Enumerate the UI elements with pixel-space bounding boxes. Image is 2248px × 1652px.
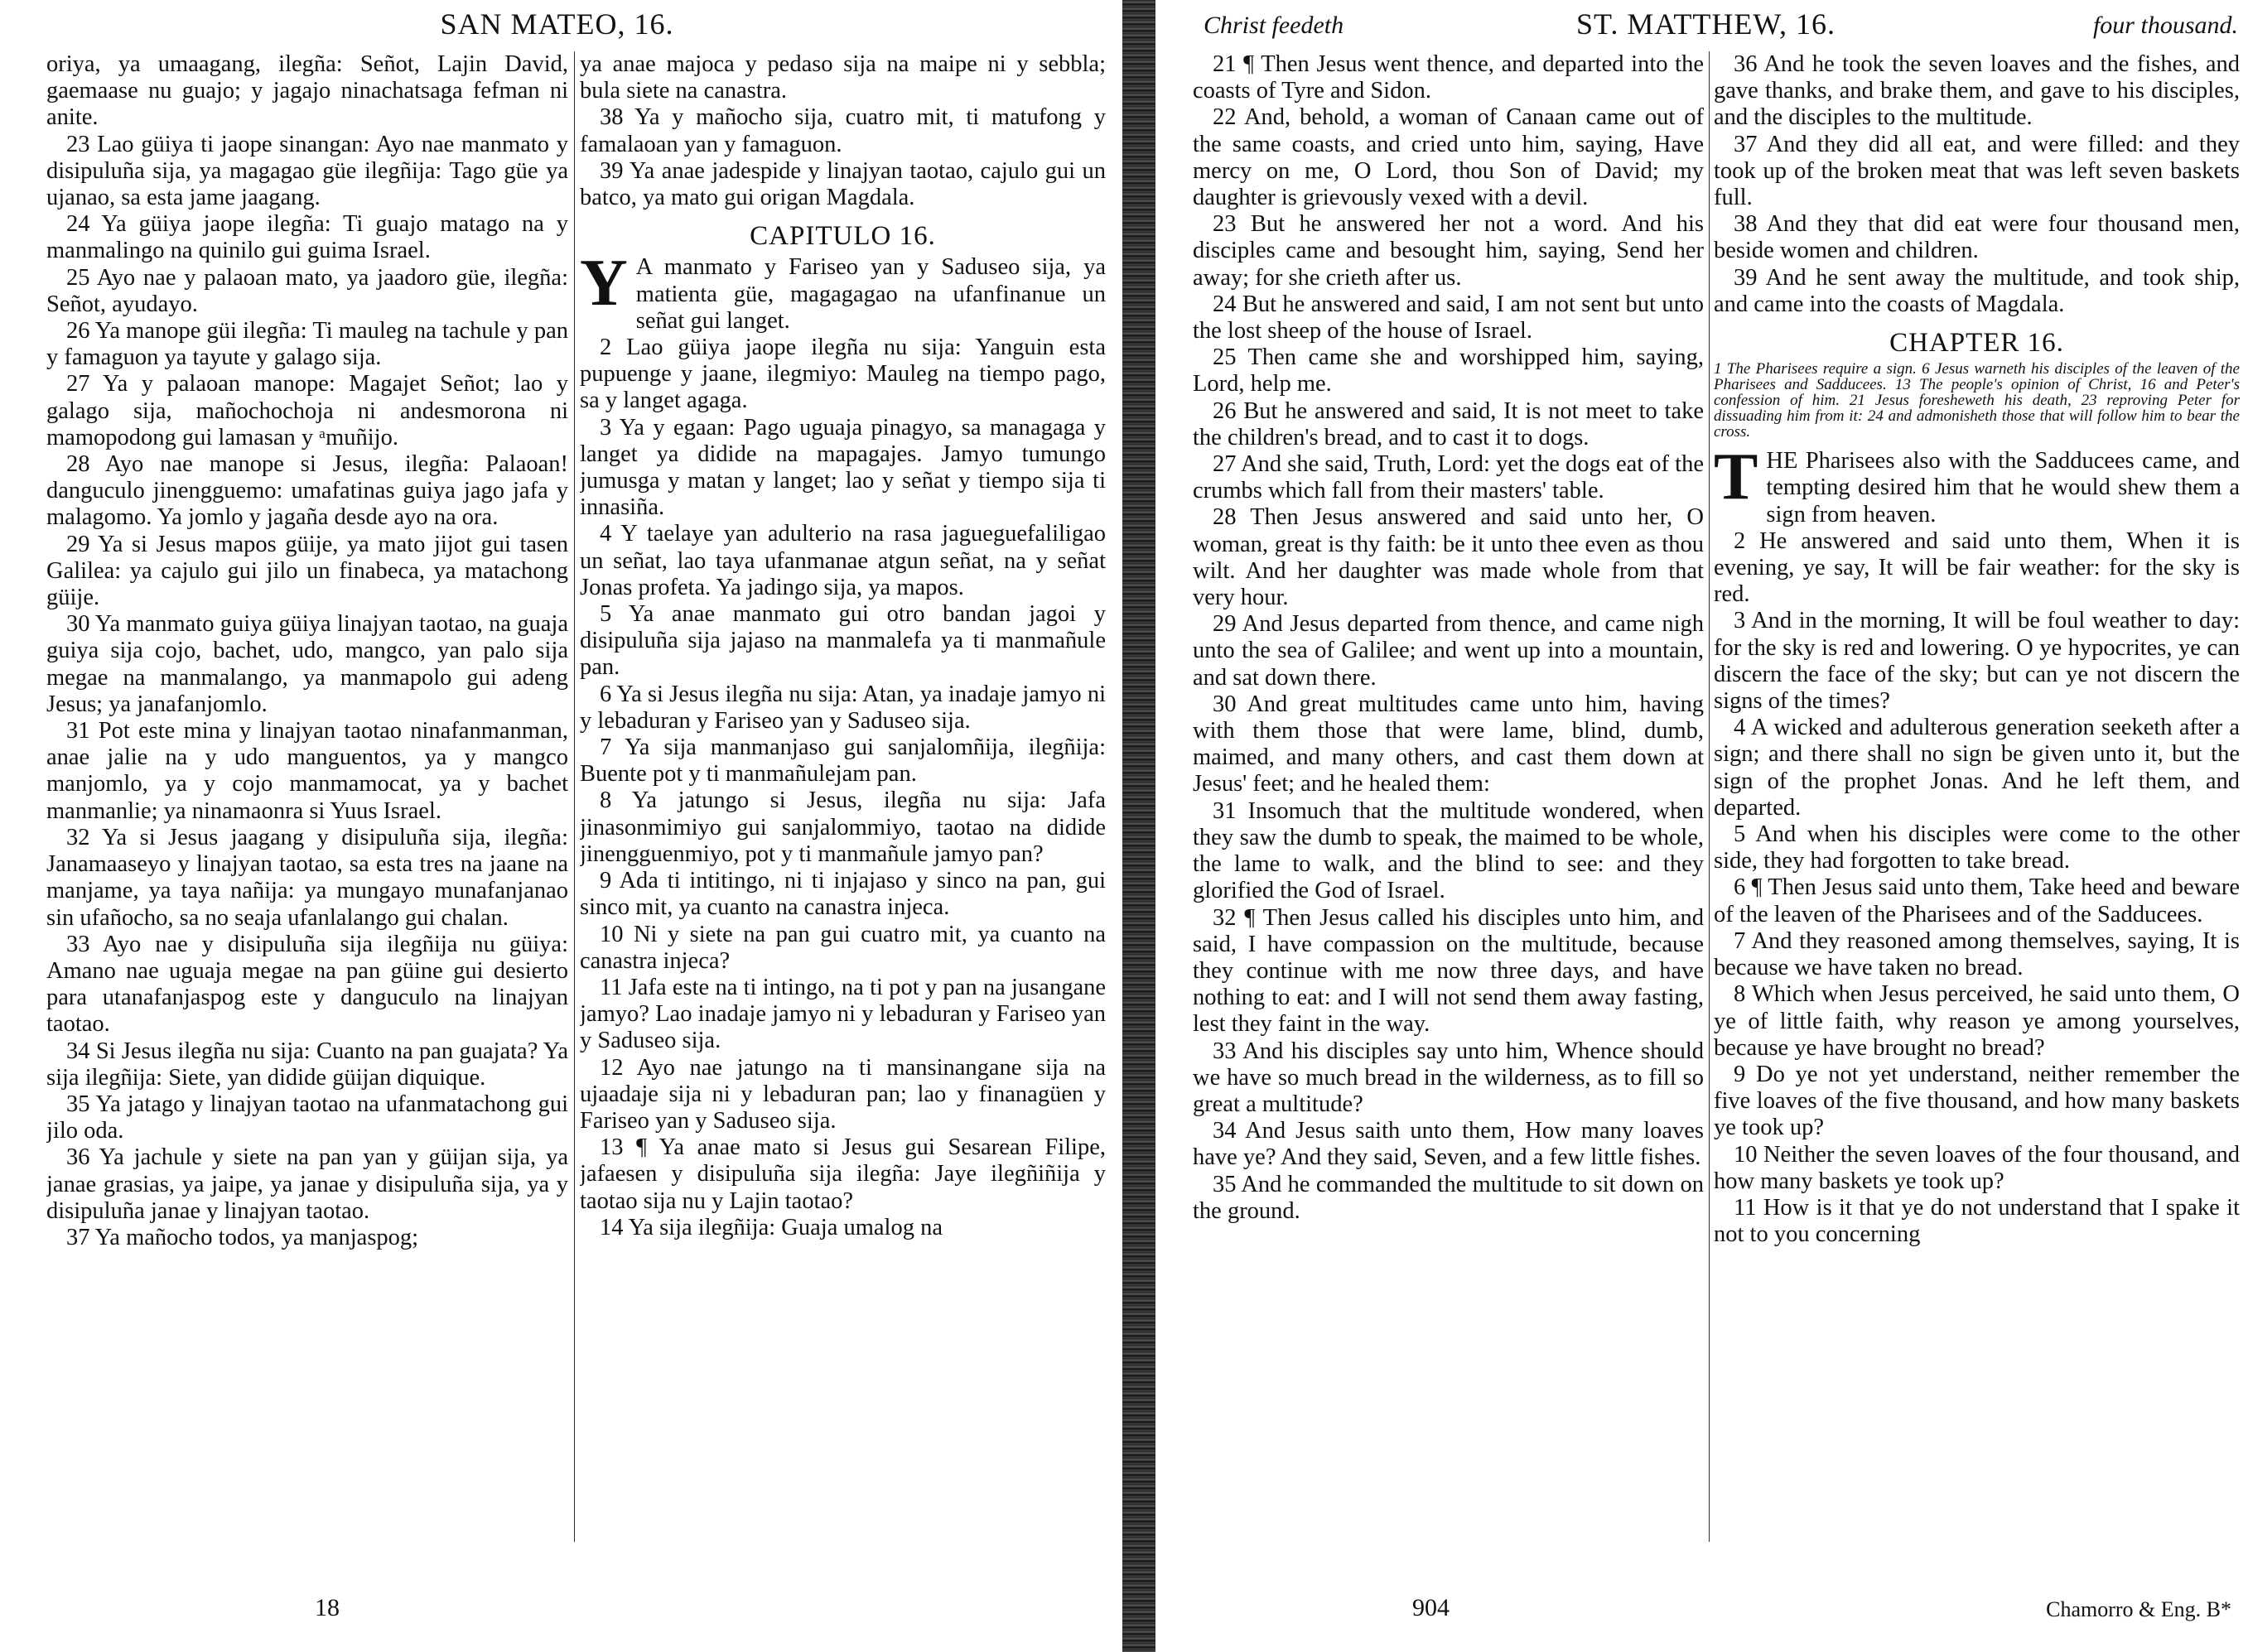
- chapter-summary: 1 The Pharisees require a sign. 6 Jesus warneth his disciples of the leaven of the Pharisees and Sadducees. 13 The people's opinion of Christ, 16 and Peter's confession of him. 21 Jesus foresheweth his death, 23 reproving Peter for dissuading him from it: 24 and admonisheth those that will follow him to bear the cross.: [1714, 360, 2240, 441]
- verse: 25 Ayo nae y palaoan mato, ya jaadoro güe, ilegña: Señot, ayudayo.: [46, 264, 568, 317]
- verse: 12 Ayo nae jatungo na ti mansinangane sija na ujaadaje sija ni y lebaduran pan; lao y finanagüen y Fariseo yan y Saduseo sija.: [580, 1054, 1106, 1134]
- first-verse: [1714, 441, 2240, 528]
- right-running-head: [1164, 7, 2248, 48]
- left-column-2: [580, 51, 1106, 1567]
- verse: ya anae majoca y pedaso sija na maipe ni y sebbla; bula siete na canastra.: [580, 51, 1106, 104]
- verse: 7 And they reasoned among themselves, saying, It is because we have taken no bread.: [1714, 927, 2240, 981]
- verse: 30 And great multitudes came unto him, having with them those that were lame, blind, dumb, maimed, and many others, and cast them down at Jesus' feet; and he healed them:: [1193, 691, 1704, 797]
- verse: 10 Neither the seven loaves of the four thousand, and how many baskets ye took up?: [1714, 1141, 2240, 1194]
- verse: 29 And Jesus departed from thence, and came nigh unto the sea of Galilee; and went up into a mountain, and sat down there.: [1193, 611, 1704, 691]
- verse: 24 But he answered and said, I am not sent but unto the lost sheep of the house of Israel.: [1193, 291, 1704, 344]
- verse: 33 Ayo nae y disipuluña sija ilegñija nu güiya: Amano nae uguaja megae na pan güine gui desierto para utanafanjaspog este y danguculo na linajyan taotao.: [46, 931, 568, 1038]
- verse: 5 And when his disciples were come to the other side, they had forgotten to take bread.: [1714, 821, 2240, 874]
- verse: 35 And he commanded the multitude to sit down on the ground.: [1193, 1171, 1704, 1224]
- verse: 26 Ya manope güi ilegña: Ti mauleg na tachule y pan y famaguon ya tayute y galago sija.: [46, 318, 568, 371]
- column-divider: [1709, 51, 1710, 1542]
- verse: 23 Lao güiya ti jaope sinangan: Ayo nae manmato y disipuluña sija, ya magagao güe ilegñija: Tago güe ya ujanao, sa esta jame jaagang.: [46, 131, 568, 211]
- verse: 34 Si Jesus ilegña nu sija: Cuanto na pan guajata? Ya sija ilegñija: Siete, yan didide güijan diquique.: [46, 1038, 568, 1091]
- printer-signature: Chamorro & Eng. B*: [2046, 1597, 2231, 1621]
- first-verse-text: HE Pharisees also with the Sadducees came, and tempting desired him that he would shew them a sign from heaven.: [1766, 448, 2240, 527]
- verse: 37 Ya mañocho todos, ya manjaspog;: [66, 1224, 419, 1250]
- left-page: [0, 0, 1114, 1652]
- verse: 29 Ya si Jesus mapos güije, ya mato jijot gui tasen Galilea: ya cajulo gui jilo un finabeca, ya matachong güije.: [46, 531, 568, 611]
- verse: 2 Lao güiya jaope ilegña nu sija: Yanguin esta pupuenge y jaane, ilegmiyo: Mauleg na tiempo pago, sa y langet agaga.: [580, 335, 1106, 414]
- chapter-heading: CHAPTER 16.: [1889, 328, 2064, 359]
- verse: 39 And he sent away the multitude, and took ship, and came into the coasts of Magdala.: [1714, 264, 2240, 317]
- verse: 34 And Jesus saith unto them, How many loaves have ye? And they said, Seven, and a few little fishes.: [1193, 1118, 1704, 1171]
- left-column-1: [46, 51, 568, 1567]
- verse: 27 Ya y palaoan manope: Magajet Señot; lao y galago sija, mañochochoja ni andesmorona ni mamopodong gui lamasan y ᵃmuñijo.: [46, 371, 568, 450]
- verse: 26 But he answered and said, It is not meet to take the children's bread, and to cast it to dogs.: [1193, 397, 1704, 450]
- verse: 30 Ya manmato guiya güiya linajyan taotao, na guaja guiya sija cojo, bachet, udo, mangco, yan palo sija megae na manmalango, ya manmapolo gui adeng Jesus; ya janafanjomlo.: [46, 611, 568, 717]
- verse: 3 Ya y egaan: Pago uguaja pinagyo, sa managaga y langet ya didide na mapagajes. Jamyo tumungo jumusga y matan y langet; lao y señat y tiempo sija ti innasiña.: [580, 414, 1106, 521]
- verse: 9 Ada ti intitingo, ni ti injajaso y sinco na pan, gui sinco mit, ya cuanto na canastra injeca.: [580, 868, 1106, 921]
- verse: 11 How is it that ye do not understand that I spake it not to you concerning: [1714, 1194, 2240, 1248]
- verse: 24 Ya güiya jaope ilegña: Ti guajo matago na y manmalingo na quinilo gui guima Israel.: [46, 211, 568, 264]
- verse: 3 And in the morning, It will be foul weather to day: for the sky is red and lowering. O ye hypocrites, ye can discern the face of the sky; but can ye not discern the signs of the times?: [1714, 608, 2240, 715]
- verse: 21 ¶ Then Jesus went thence, and departed into the coasts of Tyre and Sidon.: [1193, 51, 1704, 104]
- verse: 13 ¶ Ya anae mato si Jesus gui Sesarean Filipe, jafaesen y disipuluña sija ilegña: Jaye ilegñiñija y taotao sija nu y Lajin taotao?: [580, 1134, 1106, 1214]
- verse: 35 Ya jatago y linajyan taotao na ufanmatachong gui jilo oda.: [46, 1091, 568, 1144]
- first-verse-text: A manmato y Fariseo yan y Saduseo sija, ya matienta güe, magagagao na ufanfinanue un señat gui langet.: [635, 254, 1106, 334]
- verse: 28 Ayo nae manope si Jesus, ilegña: Palaoan! danguculo jinengguemo: umafatinas guiya jago jafa y malagomo. Ya jomlo y jagaña desde ayo na ora.: [46, 451, 568, 531]
- verse: 4 A wicked and adulterous generation seeketh after a sign; and there shall no sign be given unto it, but the sign of the prophet Jonas. And he left them, and departed.: [1714, 715, 2240, 821]
- book-gutter: [1122, 0, 1155, 1652]
- verse: 32 Ya si Jesus jaagang y disipuluña sija, ilegña: Janamaaseyo y linajyan taotao, sa esta tres na jaane na manjame, ya taya nañija: ya mungayo munafanjanao sin ufañocho, sa no seaja ufanlalango gui chalan.: [46, 824, 568, 931]
- verse: oriya, ya umaagang, ilegña: Señot, Lajin David, gaemaase nu guajo; y jagajo ninachatsaga fefman ni anite.: [46, 51, 568, 131]
- first-verse: [580, 247, 1106, 335]
- verse: 4 Y taelaye yan adulterio na rasa jagueguefaliligao un señat, lao taya ufanmanae atgun señat, na y señat Jonas profeta. Ya jadingo sija, ya mapos.: [580, 521, 1106, 600]
- left-page-title: SAN MATEO, 16.: [440, 7, 674, 41]
- right-page: [1164, 0, 2248, 1652]
- verse: 14 Ya sija ilegñija: Guaja umalog na: [600, 1214, 943, 1240]
- verse: 11 Jafa este na ti intingo, na ti pot y pan na jusangane jamyo? Lao inadaje jamyo ni y lebaduran y Fariseo yan y Saduseo sija.: [580, 974, 1106, 1054]
- verse: 6 ¶ Then Jesus said unto them, Take heed and beware of the leaven of the Pharisees and of the Sadducees.: [1714, 874, 2240, 927]
- drop-cap: Y: [580, 247, 628, 320]
- verse: 39 Ya anae jadespide y linajyan taotao, cajulo gui un batco, ya mato gui origan Magdala.: [580, 157, 1106, 211]
- right-column-2: [1714, 51, 2240, 1567]
- verse: 8 Which when Jesus perceived, he said unto them, O ye of little faith, why reason ye among yourselves, because ye have brought no bread?: [1714, 981, 2240, 1061]
- verse: 23 But he answered her not a word. And his disciples came and besought him, saying, Send her away; for she crieth after us.: [1193, 211, 1704, 291]
- verse: 28 Then Jesus answered and said unto her, O woman, great is thy faith: be it unto thee even as thou wilt. And her daughter was made whole from that very hour.: [1193, 504, 1704, 611]
- verse: 31 Pot este mina y linajyan taotao ninafanmanman, anae jalie na y udo manguentos, ya y mangco manjomlo, ya y cojo manmamocat, ya y bachet manmanlie; ya ninamaonra si Yuus Israel.: [46, 718, 568, 824]
- page-number: 904: [1412, 1594, 1450, 1621]
- verse: 33 And his disciples say unto him, Whence should we have so much bread in the wilderness, as to fill so great a multitude?: [1193, 1038, 1704, 1117]
- verse: 31 Insomuch that the multitude wondered, when they saw the dumb to speak, the maimed to be whole, the lame to walk, and the blind to see: and they glorified the God of Israel.: [1193, 797, 1704, 904]
- chapter-heading: CAPITULO 16.: [750, 221, 936, 252]
- drop-cap: T: [1714, 441, 1758, 514]
- verse: 36 Ya jachule y siete na pan yan y güijan sija, ya janae grasias, ya jaipe, ya janae y disipuluña sija, ya y disipuluña janae y linajyan taotao.: [46, 1144, 568, 1224]
- running-head-left: Christ feedeth: [1204, 12, 1344, 39]
- verse: 10 Ni y siete na pan gui cuatro mit, ya cuanto na canastra injeca?: [580, 921, 1106, 974]
- verse: 27 And she said, Truth, Lord: yet the dogs eat of the crumbs which fall from their masters' table.: [1193, 451, 1704, 504]
- verse: 38 Ya y mañocho sija, cuatro mit, ti matufong y famalaoan yan y famaguon.: [580, 104, 1106, 157]
- right-column-1: [1193, 51, 1704, 1567]
- verse: 25 Then came she and worshipped him, saying, Lord, help me.: [1193, 344, 1704, 397]
- right-page-title: ST. MATTHEW, 16.: [1576, 7, 1836, 41]
- page-number: 18: [315, 1594, 340, 1621]
- verse: 6 Ya si Jesus ilegña nu sija: Atan, ya inadaje jamyo ni y lebaduran y Fariseo yan y Saduseo sija.: [580, 681, 1106, 734]
- verse: 9 Do ye not yet understand, neither remember the five loaves of the five thousand, and how many baskets ye took up?: [1714, 1061, 2240, 1141]
- verse: 38 And they that did eat were four thousand men, beside women and children.: [1714, 211, 2240, 264]
- verse: 32 ¶ Then Jesus called his disciples unto him, and said, I have compassion on the multitude, because they continue with me now three days, and have nothing to eat: and I will not send them away fasting, lest they faint in the way.: [1193, 904, 1704, 1038]
- verse: 22 And, behold, a woman of Canaan came out of the same coasts, and cried unto him, saying, Have mercy on me, O Lord, thou Son of David; my daughter is grievously vexed with a devil.: [1193, 104, 1704, 211]
- verse: 37 And they did all eat, and were filled: and they took up of the broken meat that was left seven baskets full.: [1714, 131, 2240, 211]
- running-head-right: four thousand.: [2092, 12, 2238, 39]
- verse: 36 And he took the seven loaves and the fishes, and gave thanks, and brake them, and gave to his disciples, and the disciples to the multitude.: [1714, 51, 2240, 131]
- verse: 8 Ya jatungo si Jesus, ilegña nu sija: Jafa jinasonmimiyo gui sanjalommiyo, taotao na didide jinengguenmiyo, pot y ti manmañule jamyo pan?: [580, 787, 1106, 867]
- verse: 7 Ya sija manmanjaso gui sanjalomñija, ilegñija: Buente pot y ti manmañulejam pan.: [580, 734, 1106, 787]
- column-divider: [574, 51, 575, 1542]
- verse: 5 Ya anae manmato gui otro bandan jagoi y disipuluña sija jajaso na manmalefa ya ti manmañule pan.: [580, 601, 1106, 681]
- left-running-head: [0, 7, 1114, 48]
- verse: 2 He answered and said unto them, When it is evening, ye say, It will be fair weather: for the sky is red.: [1714, 527, 2240, 608]
